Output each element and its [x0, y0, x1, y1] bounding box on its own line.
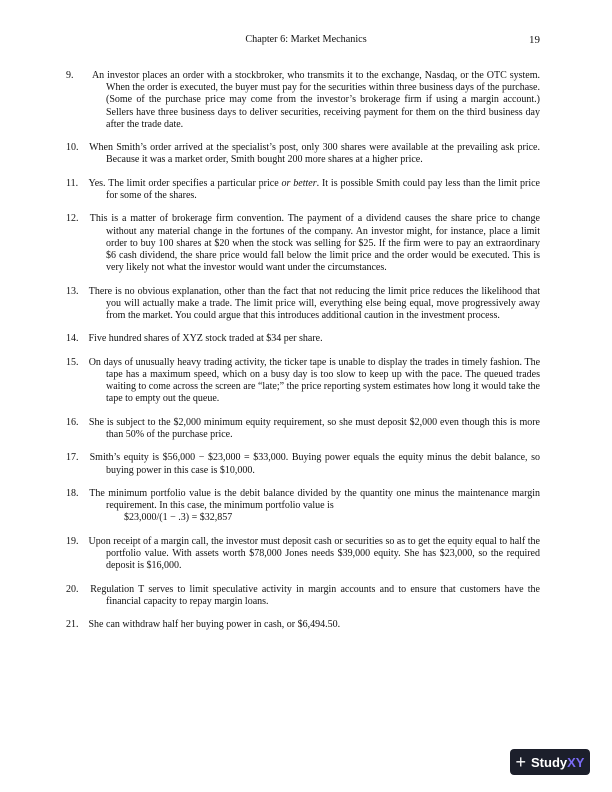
page-number: 19: [529, 34, 540, 46]
badge-prefix: Study: [531, 754, 568, 770]
chapter-title: Chapter 6: Market Mechanics: [245, 34, 367, 45]
badge-suffix: XY: [567, 754, 585, 770]
item-text: The minimum portfolio value is the debit balance divided by the quantity one minus the maintenance margin requirement. In this case, the minimum portfolio value is: [89, 487, 541, 512]
item-text: She can withdraw half her buying power in cash, or $6,494.50.: [88, 619, 341, 631]
item-text: This is a matter of brokerage firm convention. The payment of a dividend causes the share price to change without any material change in the fortunes of the company. An investor might, for instance, place a limit order to buy 100 shares at $20 when the stock was selling for $25. If the firm were to pay an extraordinary $6 cash dividend, the share price would fall below the limit price and the order would be executed. This is very likely not what the investor would want under the circumstances.: [89, 213, 540, 274]
badge-label: [531, 755, 584, 770]
item-text: Five hundred shares of XYZ stock traded at $34 per share.: [88, 333, 323, 345]
answer-item-9: 9. An investor places an order with a stockbroker, who transmits it to the exchange, Nasdaq, or the OTC system. When the order is executed, the buyer must pay for the securities within three business days of the purchase. (Some of the purchase price may come from the investor’s brokerage firm if using a margin account.) Sellers have three business days to deliver securities, receiving payment for them on the third business day after the trade date.: [66, 70, 540, 130]
studyxy-badge[interactable]: [510, 749, 590, 775]
answer-item-19: 19. Upon receipt of a margin call, the investor must deposit cash or securities so as to get the equity equal to half the portfolio value. With assets worth $78,000 Jones needs $39,000 equity. She has $23,000, so the required deposit is $16,000.: [66, 535, 541, 572]
answer-item-20: 20. Regulation T serves to limit speculative activity in margin accounts and to ensure that customers have the financial capacity to repay margin loans.: [66, 583, 541, 607]
item-text: She is subject to the $2,000 minimum equity requirement, so she must deposit $2,000 even though this is more than 50% of the purchase price.: [88, 416, 540, 440]
answer-list: [66, 70, 541, 643]
page-header: [0, 34, 612, 50]
answer-item-21: 21. She can withdraw half her buying power in cash, or $6,494.50.: [66, 619, 341, 631]
item-text: There is no obvious explanation, other than the fact that not reducing the limit price reduces the likelihood that you will actually make a trade. The limit price will, everything else being equal, move progressively away from the market. You could argue that this introduces additional caution in the investment process.: [88, 285, 540, 321]
answer-item-10: 10. When Smith’s order arrived at the specialist’s post, only 300 shares were available at the prevailing ask price. Because it was a market order, Smith bought 200 more shares at a higher price.: [66, 142, 540, 166]
answer-item-15: 15. On days of unusually heavy trading activity, the ticker tape is unable to display the trades in timely fashion. The tape has a maximum speed, which on a busy day is too slow to keep up with the pace. The queued trades waiting to come across the screen are “late;” the price reporting system estimates how long it would take the tape to empty out the queue.: [66, 356, 541, 405]
answer-item-14: 14. Five hundred shares of XYZ stock traded at $34 per share.: [66, 333, 323, 345]
formula-line: $23,000/(1 − .3) = $32,857: [124, 512, 233, 524]
item-text: Upon receipt of a margin call, the investor must deposit cash or securities so as to get the equity equal to half the portfolio value. With assets worth $78,000 Jones needs $39,000 equity. She has $23,000, so the required deposit is $16,000.: [88, 535, 541, 572]
item-text: Yes. The limit order specifies a particular price: [88, 177, 282, 189]
plus-icon: +: [515, 752, 527, 772]
answer-item-13: 13. There is no obvious explanation, other than the fact that not reducing the limit price reduces the likelihood that you will actually make a trade. The limit price will, everything else being equal, move progressively away from the market. You could argue that this introduces additional caution in the investment process.: [66, 285, 540, 321]
item-text: When Smith’s order arrived at the specialist’s post, only 300 shares were available at the prevailing ask price. Because it was a market order, Smith bought 200 more shares at a higher price.: [89, 142, 540, 166]
answer-item-17: 17. Smith’s equity is $56,000 − $23,000 = $33,000. Buying power equals the equity minus the debit balance, so buying power in this case is $10,000.: [66, 452, 541, 476]
item-emphasis: or better: [281, 177, 317, 189]
item-text: Smith’s equity is $56,000 − $23,000 = $33,000. Buying power equals the equity minus the debit balance, so buying power in this case is $10,000.: [89, 452, 541, 476]
item-text: On days of unusually heavy trading activity, the ticker tape is unable to display the trades in timely fashion. The tape has a maximum speed, which on a busy day is too slow to keep up with the pace. The queued trades waiting to come across the screen are “late;” the price reporting system estimates how long it would take the tape to empty out the queue.: [88, 356, 541, 405]
item-text: Regulation T serves to limit speculative activity in margin accounts and to ensure that customers have the financial capacity to repay margin loans.: [90, 583, 541, 607]
answer-item-18: 18. The minimum portfolio value is the debit balance divided by the quantity one minus the maintenance margin requirement. In this case, the minimum portfolio value is $23,000/(1 − .3) = $32,857: [66, 487, 541, 524]
item-text-cont: . It is possible Smith could pay less than the limit price for some of the shares.: [106, 177, 540, 201]
item-text: An investor places an order with a stockbroker, who transmits it to the exchange, Nasdaq, or the OTC system. When the order is executed, the buyer must pay for the securities within three business days of the purchase. (Some of the purchase price may come from the investor’s brokerage firm if using a margin account.) Sellers have three business days to deliver securities, receiving payment for them on the third business day after the trade date.: [91, 70, 540, 130]
answer-item-11: 11. Yes. The limit order specifies a particular price or better. It is possible Smith could pay less than the limit price for some of the shares.: [66, 177, 540, 201]
answer-item-12: 12. This is a matter of brokerage firm convention. The payment of a dividend causes the share price to change without any material change in the fortunes of the company. An investor might, for instance, place a limit order to buy 100 shares at $20 when the stock was selling for $25. If the firm were to pay an extraordinary $6 cash dividend, the share price would fall below the limit price and the order would be executed. This is very likely not what the investor would want under the circumstances.: [66, 213, 540, 274]
answer-item-16: 16. She is subject to the $2,000 minimum equity requirement, so she must deposit $2,000 even though this is more than 50% of the purchase price.: [66, 416, 540, 440]
